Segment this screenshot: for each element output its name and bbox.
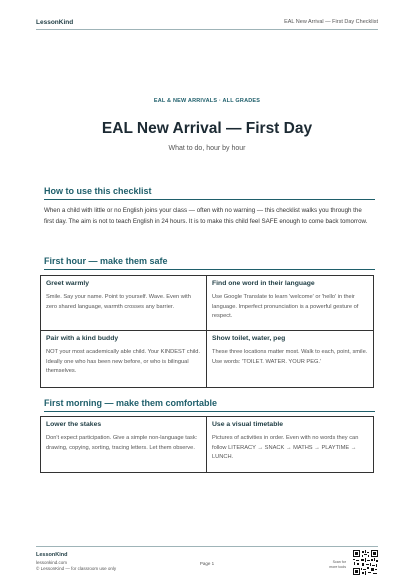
header-doc-title: EAL New Arrival — First Day Checklist — [284, 19, 378, 25]
first-hour-heading: First hour — make them safe — [44, 256, 168, 266]
card-body: These three locations matter most. Walk to each, point, smile. Use words: 'TOILET. WATER. YOUR PEG.' — [212, 349, 368, 365]
card-body: Smile. Say your name. Point to yourself. Wave. Even with zero shared language, warmth crosses any barrier. — [46, 294, 191, 310]
qr-code-icon — [353, 550, 378, 575]
how-to-body: When a child with little or no English joins your class — often with no warning — this checklist walks you through the first day. The aim is not to teach English in 24 hours. It is to make this child feel SAFE enough to come back tomorrow. — [44, 207, 368, 225]
card-body: Use Google Translate to learn 'welcome' or 'hello' in their language. Imperfect pronunciation is a powerful gesture of respect. — [212, 294, 359, 319]
page-number: Page 1 — [199, 561, 215, 566]
checklist-card — [207, 331, 373, 387]
card-title: Lower the stakes — [46, 421, 102, 428]
first-hour-divider — [44, 269, 375, 270]
how-to-divider — [44, 199, 375, 200]
card-body: Pictures of activities in order. Even with no words they can follow LITERACY → SNACK → MATHS → PLAYTIME → LUNCH. — [212, 435, 359, 460]
footer-brand: LessonKind — [36, 552, 68, 558]
card-title: Pair with a kind buddy — [46, 335, 119, 342]
page-footer — [36, 546, 378, 577]
first-morning-grid — [40, 416, 374, 473]
qr-caption — [322, 560, 346, 569]
header-brand: LessonKind — [36, 18, 74, 26]
card-body: Don't expect participation. Give a simple non-language task: drawing, copying, sorting, tracing letters. Let them observe. — [46, 435, 198, 451]
qr-caption-line: Scan for — [332, 560, 346, 564]
checklist-card — [207, 417, 373, 472]
checklist-card — [41, 417, 207, 472]
first-morning-heading: First morning — make them comfortable — [44, 398, 218, 408]
page-header — [36, 15, 378, 30]
page-title: EAL New Arrival — First Day — [101, 120, 313, 137]
page-subtitle: What to do, hour by hour — [168, 145, 246, 152]
footer-copyright: © LessonKind — for classroom use only — [36, 566, 117, 571]
checklist-card — [41, 276, 207, 331]
eyebrow-label: EAL & NEW ARRIVALS · ALL GRADES — [153, 98, 261, 104]
how-to-heading: How to use this checklist — [44, 186, 152, 196]
card-title: Use a visual timetable — [212, 421, 284, 428]
card-body: NOT your most academically able child. Your KINDEST child. Ideally one who has been new before, or who is bilingual themselves. — [46, 349, 201, 374]
checklist-card — [207, 276, 373, 331]
first-hour-grid — [40, 275, 374, 388]
checklist-card — [41, 331, 207, 387]
qr-caption-line: more tools — [329, 564, 346, 569]
card-title: Show toilet, water, peg — [212, 335, 286, 342]
card-title: Find one word in their language — [212, 280, 315, 287]
card-title: Greet warmly — [46, 280, 90, 287]
first-morning-divider — [44, 411, 375, 412]
footer-site: lessonkind.com — [36, 560, 68, 565]
